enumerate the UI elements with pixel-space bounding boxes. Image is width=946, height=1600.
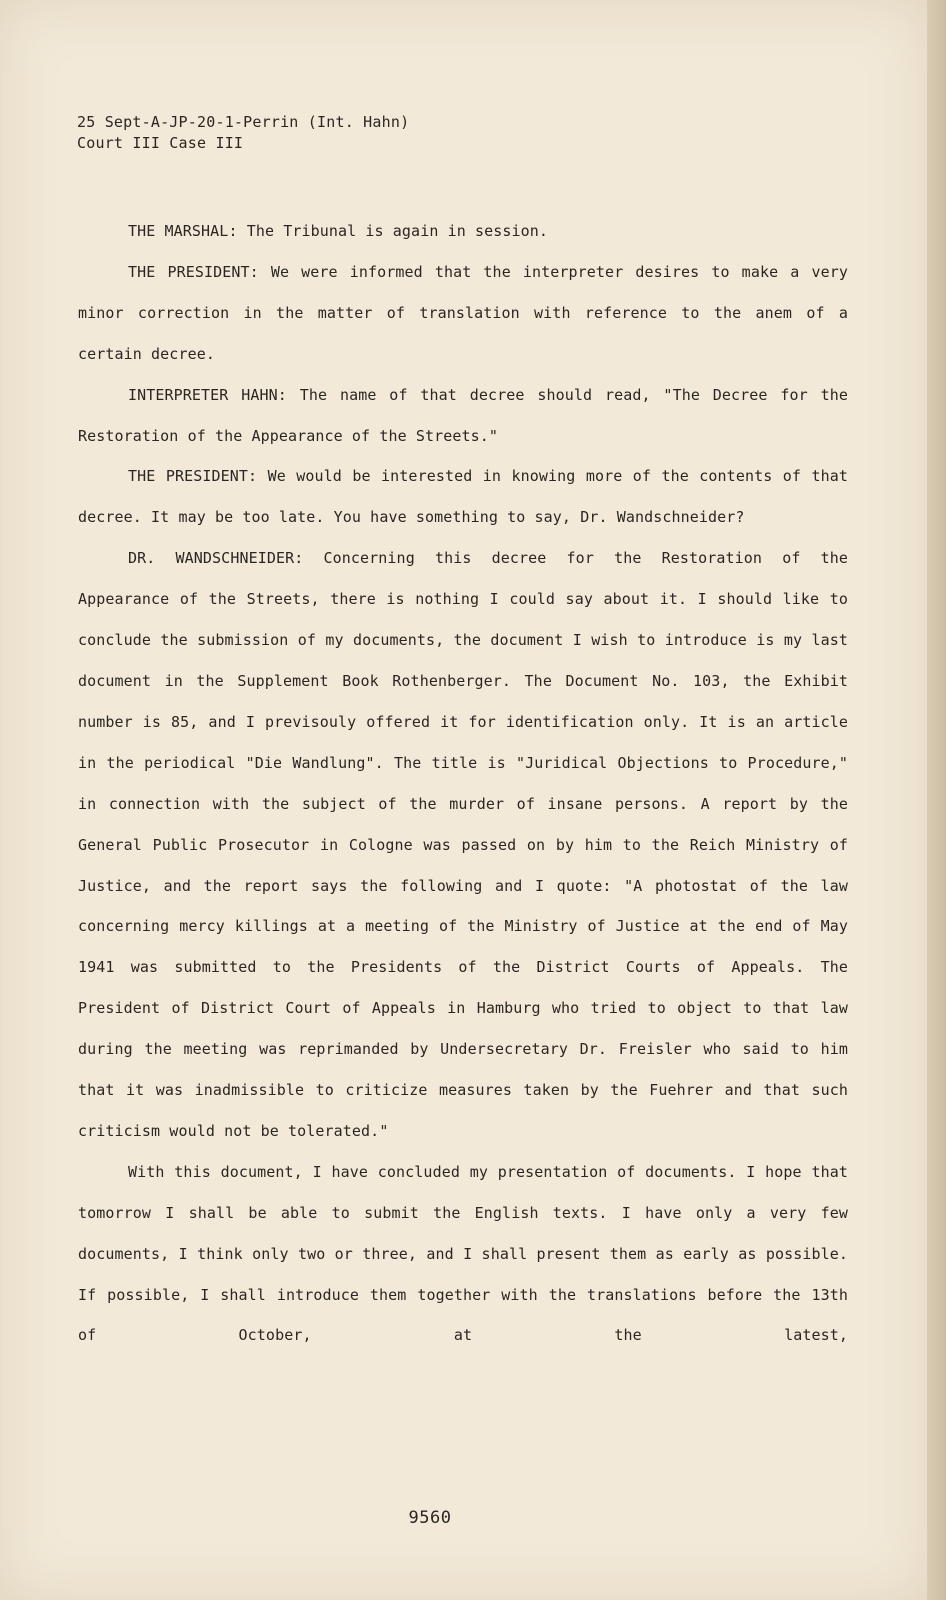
paragraph-interpreter (78, 375, 848, 457)
paragraph-conclusion (78, 1152, 848, 1357)
document-header (77, 112, 409, 154)
paragraph-marshal (78, 211, 848, 252)
speaker-label: THE MARSHAL: (128, 222, 238, 240)
paragraph-wandschneider (78, 538, 848, 1152)
page-number: 9560 (408, 1508, 452, 1528)
page-edge (927, 0, 946, 1600)
paragraph-text: Concerning this decree for the Restoration of the Appearance of the Streets, there is nothing I could say about it. I should like to conclude the submission of my documents, the document I wish to introduce is my last document in the Supplement Book Rothenberger. The Document No. 103, the Exhibit number is 85, and I previsouly offered it for identification only. It is an article in the periodical "Die Wandlung". The title is "Juridical Objections to Procedure," in connection with the subject of the murder of insane persons. A report by the General Public Prosecutor in Cologne was passed on by him to the Reich Ministry of Justice, and the report says the following and I quote: "A photostat of the law concerning mercy killings at a meeting of the Ministry of Justice at the end of May 1941 was submitted to the Presidents of the District Courts of Appeals. The President of District Court of Appeals in Hamburg who tried to object to that law during the meeting was reprimanded by Undersecretary Dr. Freisler who said to him that it was inadmissible to criticize measures taken by the Fuehrer and that such criticism would not be tolerated." (78, 549, 848, 1140)
paragraph-president-1 (78, 252, 848, 375)
header-line-session: 25 Sept-A-JP-20-1-Perrin (Int. Hahn) (77, 113, 410, 131)
paragraph-text: The name of that decree should read, "The Decree for the Restoration of the Appearance of the Streets." (78, 385, 848, 445)
paragraph-text: The Tribunal is again in session. (237, 222, 549, 240)
transcript-body (78, 211, 848, 1356)
speaker-label: INTERPRETER HAHN: (128, 385, 287, 404)
paragraph-text: With this document, I have concluded my presentation of documents. I hope that tomorrow I shall be able to submit the English texts. I have only a very few documents, I think only two or three, and I shall present them as early as possible. If possible, I shall introduce them together with the translations before the 13th of October, at the latest, (78, 1162, 848, 1345)
header-line-court: Court III Case III (77, 134, 244, 152)
paragraph-text: We would be interested in knowing more of the contents of that decree. It may be too late. You have something to say, Dr. Wandschneider? (78, 467, 848, 527)
speaker-label: THE PRESIDENT: (128, 467, 258, 486)
speaker-label: THE PRESIDENT: (128, 262, 259, 281)
paragraph-president-2 (78, 456, 848, 538)
speaker-label: DR. WANDSCHNEIDER: (128, 549, 304, 568)
paragraph-text: We were informed that the interpreter desires to make a very minor correction in the matter of translation with reference to the anem of a certain decree. (78, 262, 848, 363)
